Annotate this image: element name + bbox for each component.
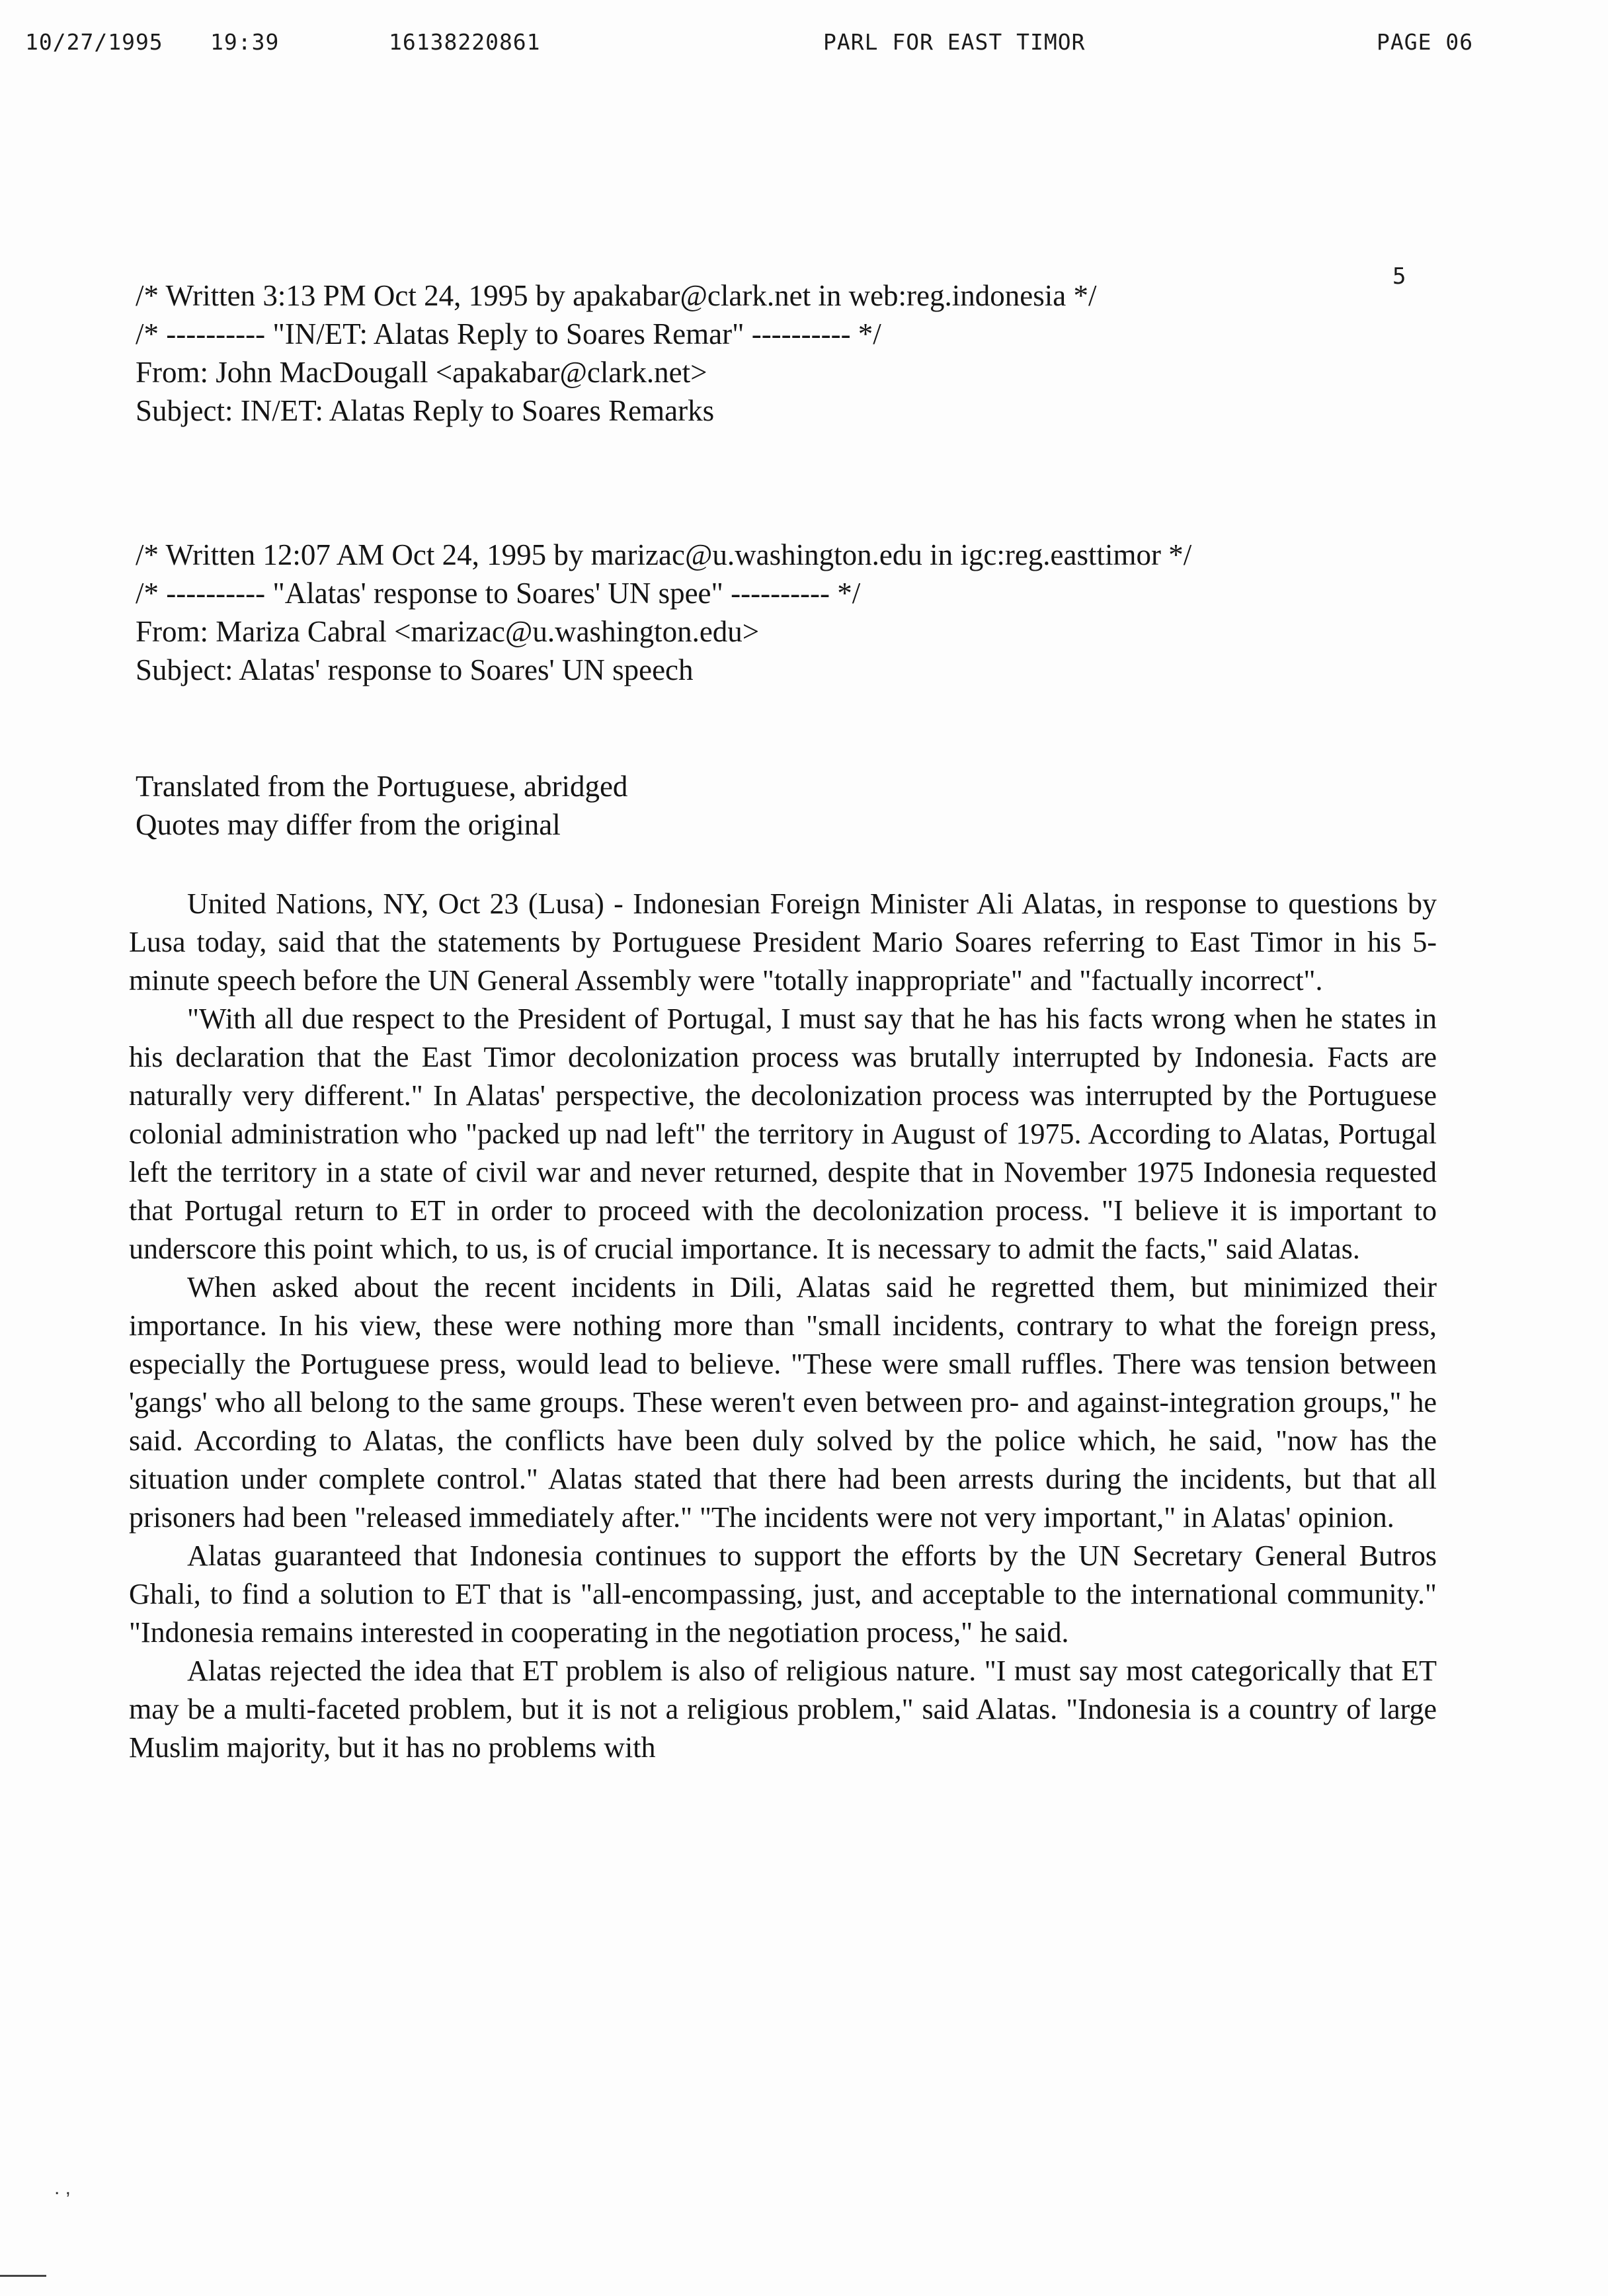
fax-page-label: PAGE 06: [1377, 29, 1474, 55]
paragraph: United Nations, NY, Oct 23 (Lusa) - Indonesian Foreign Minister Ali Alatas, in response to questions by Lusa today, said that the statements by Portuguese President Mario Soares referring to East Timor in his 5-minute speech before the UN General Assembly were "totally inappropriate" and "factually incorrect".: [129, 887, 1437, 997]
fax-date: 10/27/1995: [25, 29, 163, 55]
title-line: /* ---------- "IN/ET: Alatas Reply to Soares Remar" ---------- */: [136, 317, 881, 350]
message-header-1: [136, 276, 1458, 430]
article-body: [129, 885, 1437, 1767]
subject-line: Subject: IN/ET: Alatas Reply to Soares Remarks: [136, 394, 715, 427]
footer-rule: [0, 2275, 46, 2277]
translation-notes: [136, 767, 1458, 844]
fax-phone-number: 16138220861: [389, 29, 541, 55]
translation-note: Translated from the Portuguese, abridged: [136, 770, 628, 803]
paragraph: Alatas rejected the idea that ET problem is also of religious nature. "I must say most categorically that ET may be a multi-faceted problem, but it is not a religious problem," said Alatas. "Indonesia is a country of large Muslim majority, but it has no problems with: [129, 1655, 1437, 1764]
fax-time: 19:39: [210, 29, 280, 55]
title-line: /* ---------- "Alatas' response to Soares' UN spee" ---------- */: [136, 577, 861, 610]
paragraph: "With all due respect to the President of Portugal, I must say that he has his facts wrong when he states in his declaration that the East Timor decolonization process was brutally interrupted by Indonesia. Facts are naturally very different." In Alatas' perspective, the decolonization process was interrupted by the Portuguese colonial administration who "packed up nad left" the territory in August of 1975. According to Alatas, Portugal left the territory in a state of civil war and never returned, despite that in November 1975 Indonesia requested that Portugal return to ET in order to proceed with the decolonization process. "I believe it is important to underscore this point which, to us, is of crucial importance. It is necessary to admit the facts," said Alatas.: [129, 1003, 1437, 1265]
footer-mark: . ,: [54, 2177, 71, 2199]
fax-transmission-header: [0, 29, 1608, 69]
message-header-2: [136, 536, 1458, 689]
written-line: /* Written 3:13 PM Oct 24, 1995 by apakabar@clark.net in web:reg.indonesia */: [136, 279, 1097, 312]
quotes-note: Quotes may differ from the original: [136, 808, 561, 841]
from-line: From: Mariza Cabral <marizac@u.washington.edu>: [136, 615, 760, 648]
from-line: From: John MacDougall <apakabar@clark.net>: [136, 356, 707, 389]
written-line: /* Written 12:07 AM Oct 24, 1995 by marizac@u.washington.edu in igc:reg.easttimor */: [136, 538, 1192, 571]
paragraph: Alatas guaranteed that Indonesia continues to support the efforts by the UN Secretary General Butros Ghali, to find a solution to ET that is "all-encompassing, just, and acceptable to the international community." "Indonesia remains interested in cooperating in the negotiation process," he said.: [129, 1539, 1437, 1649]
page-number: 5: [1392, 263, 1406, 290]
subject-line: Subject: Alatas' response to Soares' UN speech: [136, 653, 694, 686]
fax-sender: PARL FOR EAST TIMOR: [823, 29, 1086, 55]
paragraph: When asked about the recent incidents in Dili, Alatas said he regretted them, but minimized their importance. In his view, these were nothing more than "small incidents, contrary to what the foreign press, especially the Portuguese press, would lead to believe. "These were small ruffles. There was tension between 'gangs' who all belong to the same groups. These weren't even between pro- and against-integration groups," he said. According to Alatas, the conflicts have been duly solved by the police which, he said, "now has the situation under complete control." Alatas stated that there had been arrests during the incidents, but that all prisoners had been "released immediately after." "The incidents were not very important," in Alatas' opinion.: [129, 1271, 1437, 1534]
